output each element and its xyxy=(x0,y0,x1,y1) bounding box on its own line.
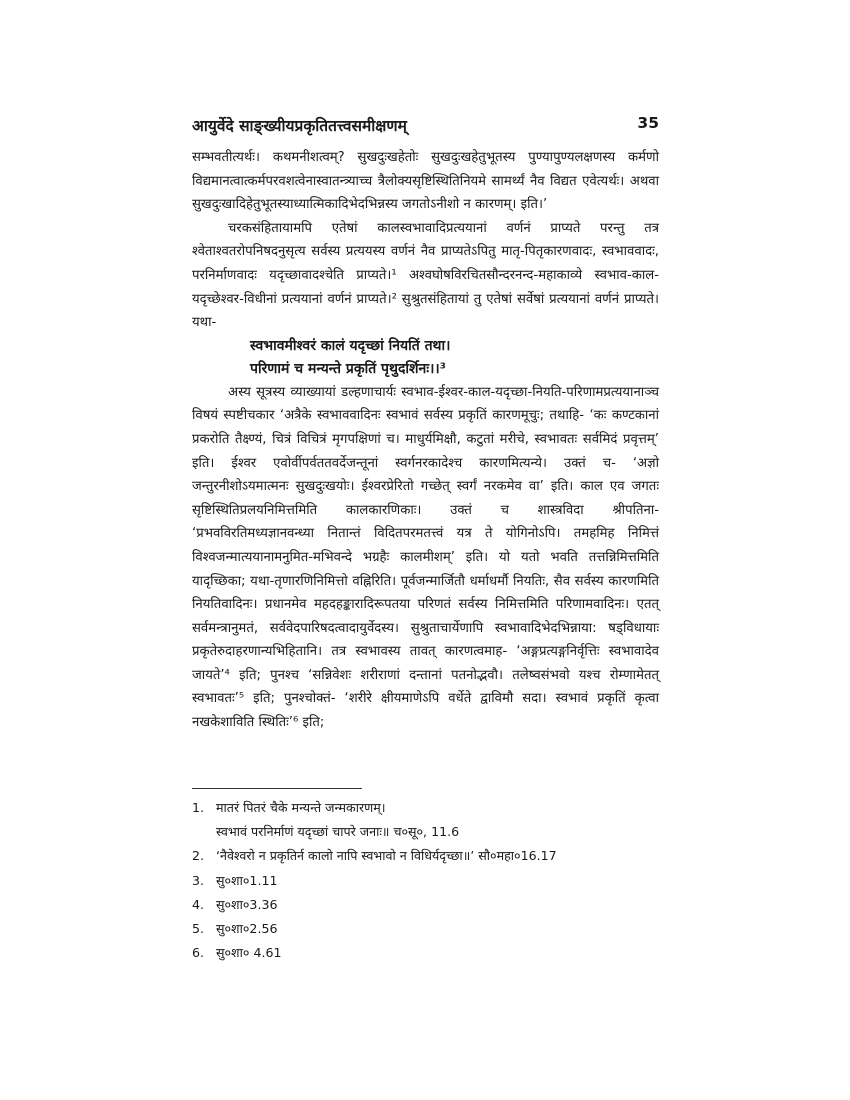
main-text xyxy=(192,146,659,735)
footnote-text: ‘नैवेश्वरो न प्रकृतिर्न कालो नापि स्वभावो न विधिर्यदृच्छा॥’ सौ०महा०16.17 xyxy=(216,848,557,864)
verse-line-1: स्वभावमीश्वरं कालं यदृच्छां नियतिं तथा। xyxy=(250,337,451,354)
verse-line-2: परिणामं च मन्यन्ते प्रकृतिं पृथुदर्शिनः।।³ xyxy=(250,360,446,377)
footnote-5 xyxy=(192,917,662,941)
footnote-1-continuation: स्वभावं परनिर्माणं यदृच्छां चापरे जनाः॥ च०सू०, 11.6 xyxy=(216,824,460,840)
footnote-number: 2. xyxy=(192,848,205,864)
page-number: 35 xyxy=(637,114,659,132)
footnote-text: सु०शा० 4.61 xyxy=(216,945,282,961)
footnotes xyxy=(192,796,662,965)
footnote-1 xyxy=(192,796,662,820)
paragraph-1: सम्भवतीत्यर्थः। कथमनीशत्वम्? सुखदुःखहेतोः सुखदुःखहेतुभूतस्य पुण्यापुण्यलक्षणस्य कर्मणो विद्यमानत्वात्कर्मपरवशत्वेनास्वातन्त्र्याच्च त्रैलोक्यसृष्टिस्थितिनियमे सामर्थ्यं नैव विद्यत एवेत्यर्थः। अथवा सुखदुःखादिहेतुभूतस्याध्यात्मिकादिभेदभिन्नस्य जगतोऽनीशो न कारणम्। इति।’ xyxy=(192,150,659,213)
footnote-number: 1. xyxy=(192,800,205,815)
footnote-text: मातरं पितरं चैके मन्यन्ते जन्मकारणम्। xyxy=(216,800,386,815)
footnote-number: 4. xyxy=(192,896,205,912)
footnote-number: 5. xyxy=(192,921,205,937)
footnote-text: सु०शा०3.36 xyxy=(216,896,278,912)
paragraph-2: चरकसंहितायामपि एतेषां कालस्वभावादिप्रत्ययानां वर्णनं प्राप्यते परन्तु तत्र श्वेताश्वतरोपनिषदनुसृत्य सर्वस्य प्रत्ययस्य वर्णनं नैव प्राप्यतेऽपितु मातृ-पितृकारणवादः, स्वभाववादः, परनिर्माणवादः यदृच्छावादश्चेति प्राप्यते।¹ अश्वघोषविरचितसौन्दरनन्द-महाकाव्ये स्वभाव-काल-यदृच्छेश्वर-विधीनां प्रत्ययानां वर्णनं प्राप्यते।² सुश्रुतसंहितायां तु एतेषां सर्वेषां प्रत्ययानां वर्णनं प्राप्यते। यथा- xyxy=(192,220,659,331)
footnote-number: 6. xyxy=(192,945,205,961)
footnote-text: सु०शा०2.56 xyxy=(216,921,278,937)
running-title: आयुर्वेदे साङ्ख्यीयप्रकृतितत्त्वसमीक्षणम् xyxy=(192,117,407,135)
footnote-4 xyxy=(192,893,662,917)
running-header xyxy=(192,114,659,136)
footnote-number: 3. xyxy=(192,872,205,888)
footnote-divider xyxy=(192,788,362,789)
footnote-text: सु०शा०1.11 xyxy=(216,872,278,888)
footnote-6 xyxy=(192,941,662,965)
footnote-2 xyxy=(192,844,662,868)
footnote-3 xyxy=(192,869,662,893)
paragraph-3: अस्य सूत्रस्य व्याख्यायां डल्हणाचार्यः स्वभाव-ईश्वर-काल-यदृच्छा-नियति-परिणामप्रत्ययानाञ्च विषयं स्पष्टीचकार ‘अत्रैके स्वभाववादिनः स्वभावं सर्वस्य प्रकृतिं कारणमूचुः; तथाहि- ‘कः कण्टकानां प्रकरोति तैक्ष्ण्यं, चित्रं विचित्रं मृगपक्षिणां च। माधुर्यमिक्षौ, कटुतां मरीचे, स्वभावतः सर्वमिदं प्रवृत्तम्’ इति। ईश्वर एवोर्वीपर्वततवर्देजन्तूनां स्वर्गनरकादेश्च कारणमित्यन्ये। उक्तं च- ‘अज्ञो जन्तुरनीशोऽयमात्मनः सुखदुःखयोः। ईश्वरप्रेरितो गच्छेत् स्वर्गं नरकमेव वा’ इति। काल एव जगतः सृष्टिस्थितिप्रलयनिमित्तमिति कालकारणिकाः। उक्तं च शास्त्रविदा श्रीपतिना- ‘प्रभवविरतिमध्यज्ञानवन्ध्या नितान्तं विदितपरमतत्त्वं यत्र ते योगिनोऽपि। तमहमिह निमित्तं विश्वजन्मात्ययानामनुमित-मभिवन्दे भग्रहैः कालमीशम्’ इति। यो यतो भवति तत्तन्निमित्तमिति यादृच्छिका; यथा-तृणारणिनिमित्तो वह्निरिति। पूर्वजन्मार्जितौ धर्माधर्मौ नियतिः, सैव सर्वस्य कारणमिति नियतिवादिनः। प्रधानमेव महदहङ्कारादिरूपतया परिणतं सर्वस्य निमित्तमिति परिणामवादिनः। एतत् सर्वमन्त्रानुमतं, सर्ववेदपारिषदत्वादायुर्वेदस्य। सुश्रुताचार्येणापि स्वभावादिभेदभिन्नाया: षड्विधायाः प्रकृतेरुदाहरणान्यभिहितानि। तत्र स्वभावस्य तावत् कारणत्वमाह- ‘अङ्गप्रत्यङ्गनिर्वृत्तिः स्वभावादेव जायते’⁴ इति; पुनश्च ‘सन्निवेशः शरीराणां दन्तानां पतनोद्भवौ। तलेष्वसंभवो यश्च रोम्णामेतत् स्वभावतः’⁵ इति; पुनश्चोक्तं- ‘शरीरे क्षीयमाणेऽपि वर्धेते द्वाविमौ सदा। स्वभावं प्रकृतिं कृत्वा नखकेशाविति स्थितिः’⁶ इति; xyxy=(192,384,659,731)
